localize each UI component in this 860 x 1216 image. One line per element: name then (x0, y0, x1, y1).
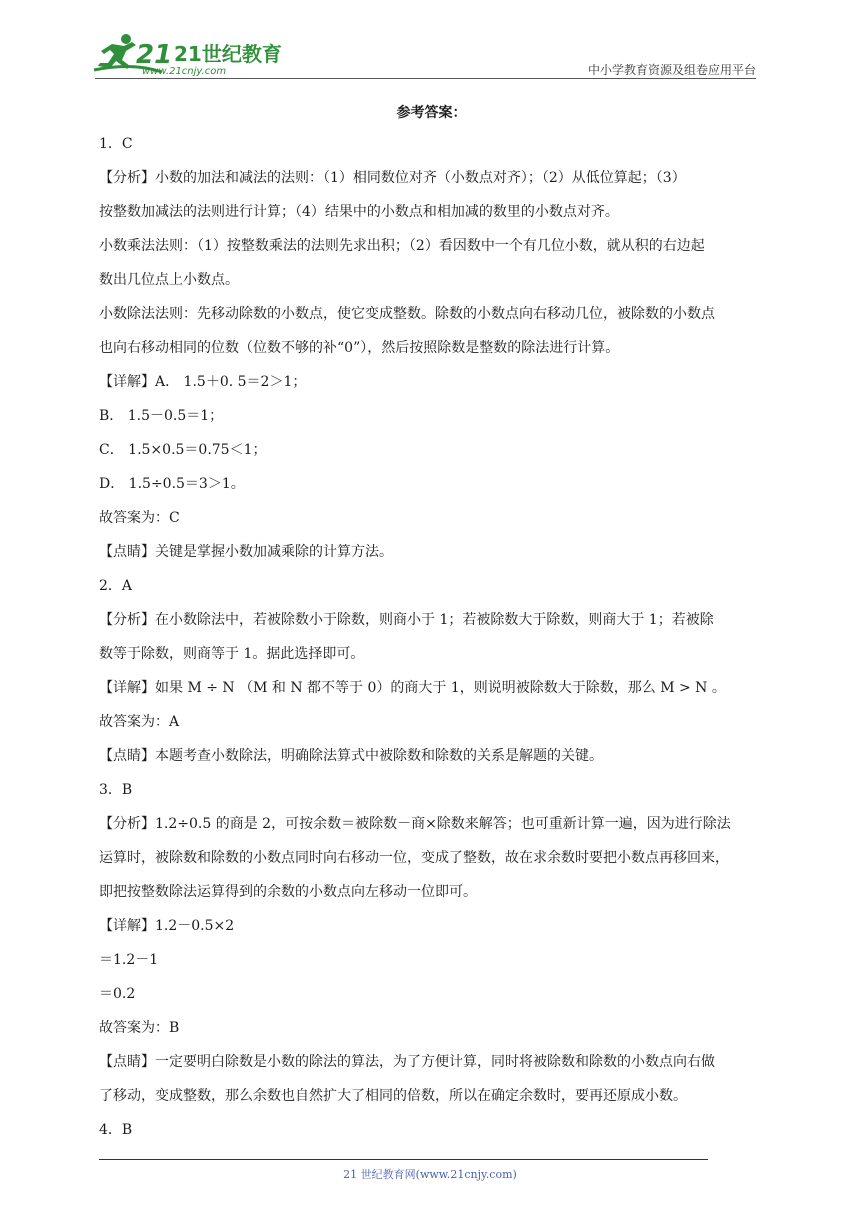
answer-content (99, 99, 764, 1147)
site-logo (92, 30, 282, 80)
text-line: 【点睛】关键是掌握小数加减乘除的计算方法。 (99, 544, 393, 560)
text-line: 【点睛】本题考查小数除法，明确除法算式中被除数和除数的关系是解题的关键。 (99, 748, 603, 764)
text-line: 数出几位点上小数点。 (99, 272, 239, 288)
text-line: 4．B (99, 1122, 133, 1138)
text-line: B． 1.5－0.5＝1； (99, 408, 224, 424)
text-line: ＝1.2－1 (99, 952, 159, 968)
text-line: 故答案为：C (99, 510, 180, 526)
footer-divider (99, 1159, 708, 1160)
text-line: ＝0.2 (99, 986, 136, 1002)
text-line: 也向右移动相同的位数（位数不够的补“0”），然后按照除数是整数的除法进行计算。 (99, 340, 620, 356)
text-line: 【分析】1.2÷0.5 的商是 2，可按余数＝被除数－商×除数来解答；也可重新计算一遍，因为进行除法 (99, 816, 731, 832)
text-line: 小数除法法则：先移动除数的小数点，使它变成整数。除数的小数点向右移动几位，被除数的小数点 (99, 306, 715, 322)
text-line: C． 1.5×0.5＝0.75＜1； (99, 442, 267, 458)
answer-lines (99, 127, 764, 1147)
svg-text:21: 21 (136, 40, 173, 70)
text-line: 数等于除数，则商等于 1。据此选择即可。 (99, 646, 365, 662)
header-platform-text: 中小学教育资源及组卷应用平台 (587, 63, 756, 77)
text-line: 【点睛】一定要明白除数是小数的除法的算法，为了方便计算，同时将被除数和除数的小数点向右做 (99, 1054, 715, 1070)
text-line: 【详解】1.2－0.5×2 (99, 918, 235, 934)
header-divider (95, 78, 756, 79)
text-line: 运算时，被除数和除数的小数点同时向右移动一位，变成了整数，故在求余数时要把小数点再移回来， (99, 850, 729, 866)
text-line: 【分析】小数的加法和减法的法则：（1）相同数位对齐（小数点对齐）；（2）从低位算起；（3） (99, 170, 686, 186)
text-line: 了移动，变成整数，那么余数也自然扩大了相同的倍数，所以在确定余数时，要再还原成小数。 (99, 1088, 687, 1104)
text-line: 按整数加减法的法则进行计算；（4）结果中的小数点和相加减的数里的小数点对齐。 (99, 204, 619, 220)
runner-logo-icon (92, 30, 282, 80)
text-line: D． 1.5÷0.5＝3＞1。 (99, 476, 245, 492)
text-line: 【详解】A． 1.5＋0. 5＝2＞1； (99, 374, 307, 390)
text-line: 1．C (99, 136, 133, 152)
svg-text:21世纪教育: 21世纪教育 (174, 42, 282, 66)
text-line: 【分析】在小数除法中，若被除数小于除数，则商小于 1；若被除数大于除数，则商大于 1；若被除 (99, 612, 714, 628)
text-line: 【详解】如果 M ÷ N （M 和 N 都不等于 0）的商大于 1，则说明被除数大于除数，那么 M > N 。 (99, 680, 726, 696)
page-footer: 21 世纪教育网(www.21cnjy.com) (343, 1168, 517, 1181)
text-line: 小数乘法法则：（1）按整数乘法的法则先求出积；（2）看因数中一个有几位小数，就从积的右边起 (99, 238, 705, 254)
text-line: 故答案为：B (99, 1020, 180, 1036)
svg-text:www.21cnjy.com: www.21cnjy.com (142, 66, 227, 77)
text-line: 故答案为：A (99, 714, 180, 730)
text-line: 即把按整数除法运算得到的余数的小数点向左移动一位即可。 (99, 884, 477, 900)
text-line: 3．B (99, 782, 133, 798)
page-header (0, 0, 860, 84)
page-title: 参考答案： (396, 105, 467, 121)
text-line: 2．A (99, 578, 133, 594)
